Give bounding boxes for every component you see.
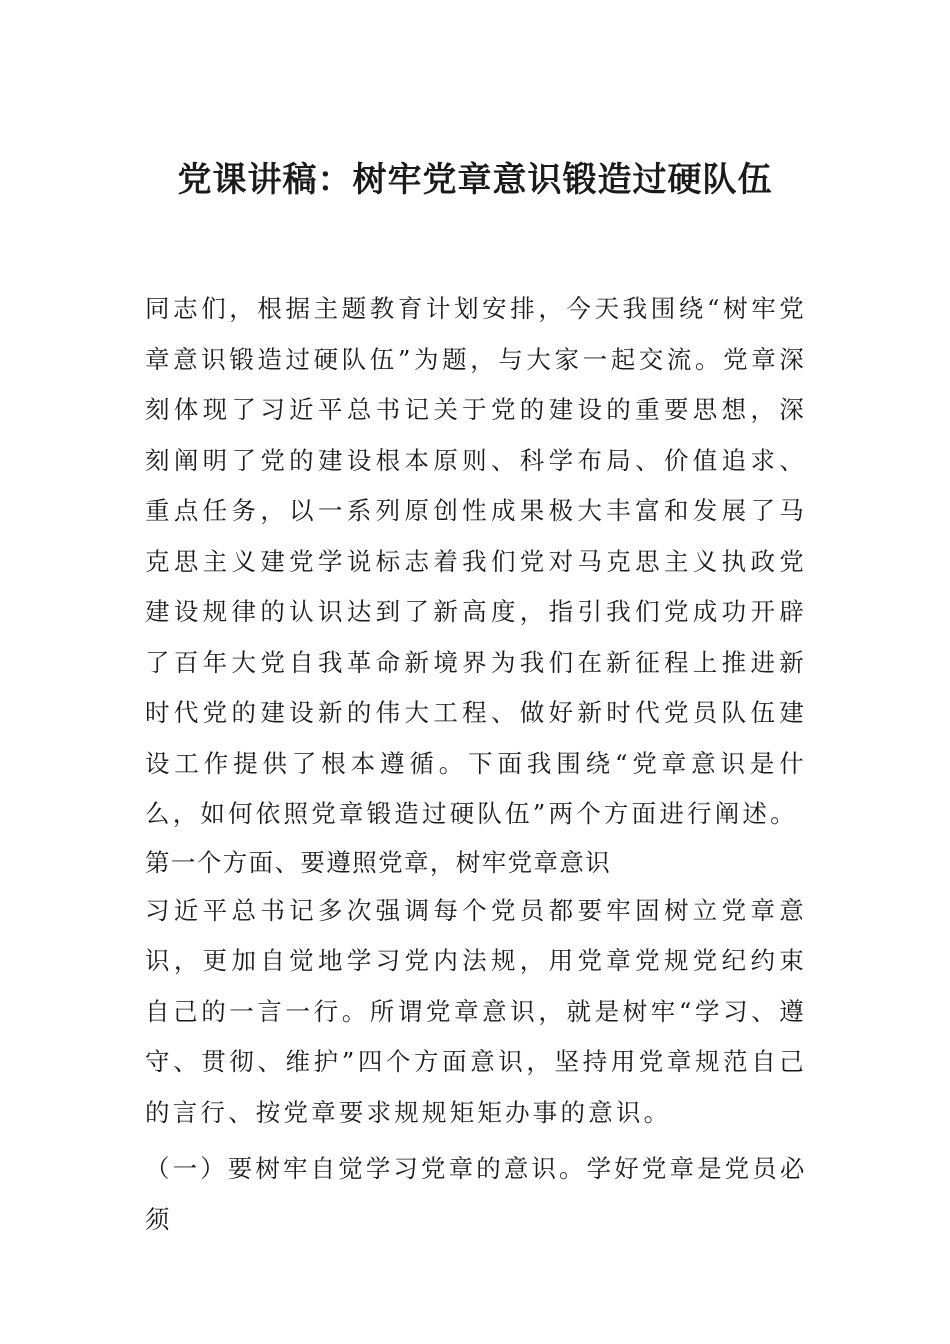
section-paragraph: 习近平总书记多次强调每个党员都要牢固树立党章意识，更加自觉地学习党内法规，用党章党规党纪约束自己的一言一行。所谓党章意识，就是树牢“学习、遵守、贯彻、维护”四个方面意识，坚持用党章规范自己的言行、按党章要求规规矩矩办事的意识。 <box>145 895 807 1127</box>
document-title: 党课讲稿：树牢党章意识锻造过硬队伍 <box>177 160 773 200</box>
subsection-paragraph: （一）要树牢自觉学习党章的意识。学好党章是党员必须 <box>145 1154 807 1234</box>
section-heading: 第一个方面、要遵照党章，树牢党章意识 <box>145 847 612 877</box>
document-body <box>145 284 807 1245</box>
intro-paragraph: 同志们，根据主题教育计划安排，今天我围绕“树牢党章意识锻造过硬队伍”为题，与大家一起交流。党章深刻体现了习近平总书记关于党的建设的重要思想，深刻阐明了党的建设根本原则、科学布局、价值追求、重点任务，以一系列原创性成果极大丰富和发展了马克思主义建党学说标志着我们党对马克思主义执政党建设规律的认识达到了新高度，指引我们党成功开辟了百年大党自我革命新境界为我们在新征程上推进新时代党的建设新的伟大工程、做好新时代党员队伍建设工作提供了根本遵循。下面我围绕“党章意识是什么，如何依照党章锻造过硬队伍”两个方面进行阐述。 <box>145 294 807 828</box>
